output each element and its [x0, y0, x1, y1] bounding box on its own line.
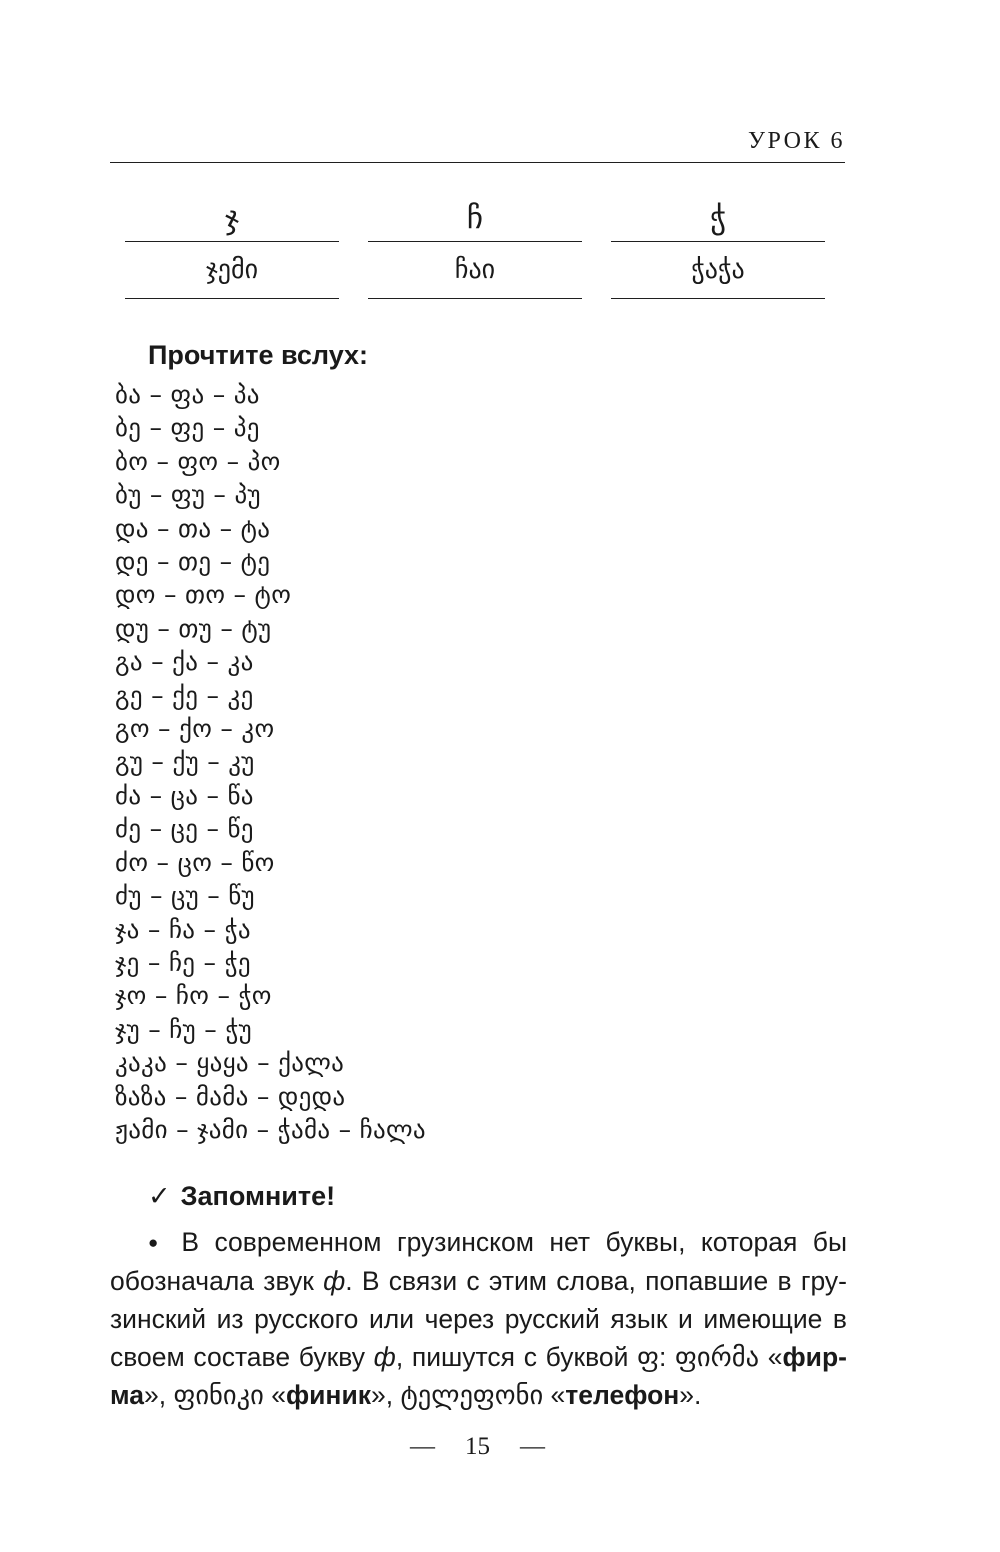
georgian-letter: ჭ: [611, 194, 825, 242]
text-segment: своем составе букву: [110, 1342, 374, 1372]
note-title: [148, 1181, 847, 1212]
note-section: [110, 1181, 847, 1414]
syllable-line: დო – თო – ტო: [115, 580, 292, 610]
footer-dash-left: —: [410, 1433, 435, 1460]
text-segment: », ფინიკი «: [144, 1380, 286, 1410]
bold-term: ма: [110, 1380, 144, 1410]
syllable-line: და – თა – ტა: [115, 513, 271, 543]
text-segment: . В связи с этим слова, попавшие в гру-: [345, 1266, 848, 1296]
syllable-line: ძე – ცე – წე: [115, 814, 254, 844]
note-title-text: Запомните!: [180, 1181, 336, 1211]
letter-table: [125, 194, 825, 299]
syllable-line: ძა – ცა – წა: [115, 780, 254, 810]
georgian-word: ჭაჭა: [611, 242, 825, 299]
syllable-line: ბე – ფე – პე: [115, 413, 260, 443]
footer-dash-right: —: [520, 1433, 545, 1460]
italic-f: ф: [323, 1266, 346, 1296]
letter-column: [368, 194, 582, 299]
syllable-line: დუ – თუ – ტუ: [115, 613, 272, 643]
text-segment: , пишутся с буквой ფ: ფირმა «: [395, 1342, 783, 1372]
paragraph-line: [110, 1262, 847, 1300]
syllable-line: ბუ – ფუ – პუ: [115, 480, 261, 510]
syllable-line: ზაზა – მამა – დედა: [115, 1081, 346, 1111]
syllable-line: ჯა – ჩა – ჭა: [115, 914, 251, 944]
syllable-line: ძო – ცო – წო: [115, 847, 275, 877]
paragraph-line: [110, 1338, 847, 1376]
read-aloud-title: Прочтите вслух:: [148, 340, 369, 370]
syllable-line: ჟამი – ჯამი – ჭამა – ჩალა: [115, 1114, 426, 1144]
paragraph-line: [110, 1376, 847, 1414]
header-rule: [110, 162, 845, 163]
bold-term: фир-: [782, 1342, 847, 1372]
syllable-line: გა – ქა – კა: [115, 647, 254, 677]
syllable-line: ბო – ფო – პო: [115, 446, 281, 476]
lesson-header: УРОК 6: [748, 128, 845, 154]
text-segment: зинский из русского или через русский язык и имеющие в: [110, 1304, 847, 1334]
georgian-letter: ჩ: [368, 194, 582, 242]
letter-column: [125, 194, 339, 299]
syllable-line: გო – ქო – კო: [115, 714, 275, 744]
georgian-word: ჯემი: [125, 242, 339, 299]
syllable-line: ჯო – ჩო – ჭო: [115, 981, 272, 1011]
text-segment: В современном грузинском нет буквы, которая бы: [181, 1227, 847, 1257]
syllable-line: გე – ქე – კე: [115, 680, 254, 710]
paragraph-line: [110, 1300, 847, 1338]
bullet-icon: ●: [148, 1233, 167, 1252]
page-footer: [110, 1433, 845, 1461]
syllable-line: გუ – ქუ – კუ: [115, 747, 255, 777]
bold-term: телефон: [565, 1380, 680, 1410]
checkmark-icon: ✓: [148, 1181, 171, 1211]
syllable-line: ბა – ფა – პა: [115, 380, 260, 409]
georgian-word: ჩაი: [368, 242, 582, 299]
bold-term: финик: [285, 1380, 371, 1410]
text-segment: », ტელეფონი «: [371, 1380, 566, 1410]
paragraph-line: [110, 1223, 847, 1262]
georgian-letter: ჯ: [125, 194, 339, 242]
letter-column: [611, 194, 825, 299]
italic-f: ф: [373, 1342, 396, 1372]
read-aloud-section: [115, 340, 845, 1146]
syllable-line: ძუ – ცუ – წუ: [115, 881, 255, 911]
page-number: 15: [465, 1433, 490, 1460]
text-segment: ».: [679, 1380, 702, 1410]
text-segment: обозначала звук: [110, 1266, 324, 1296]
syllable-line: დე – თე – ტე: [115, 547, 271, 577]
syllable-line: ჯუ – ჩუ – ჭუ: [115, 1014, 252, 1044]
syllable-line: კაკა – ყაყა – ქალა: [115, 1048, 345, 1078]
syllable-line: ჯე – ჩე – ჭე: [115, 947, 251, 977]
